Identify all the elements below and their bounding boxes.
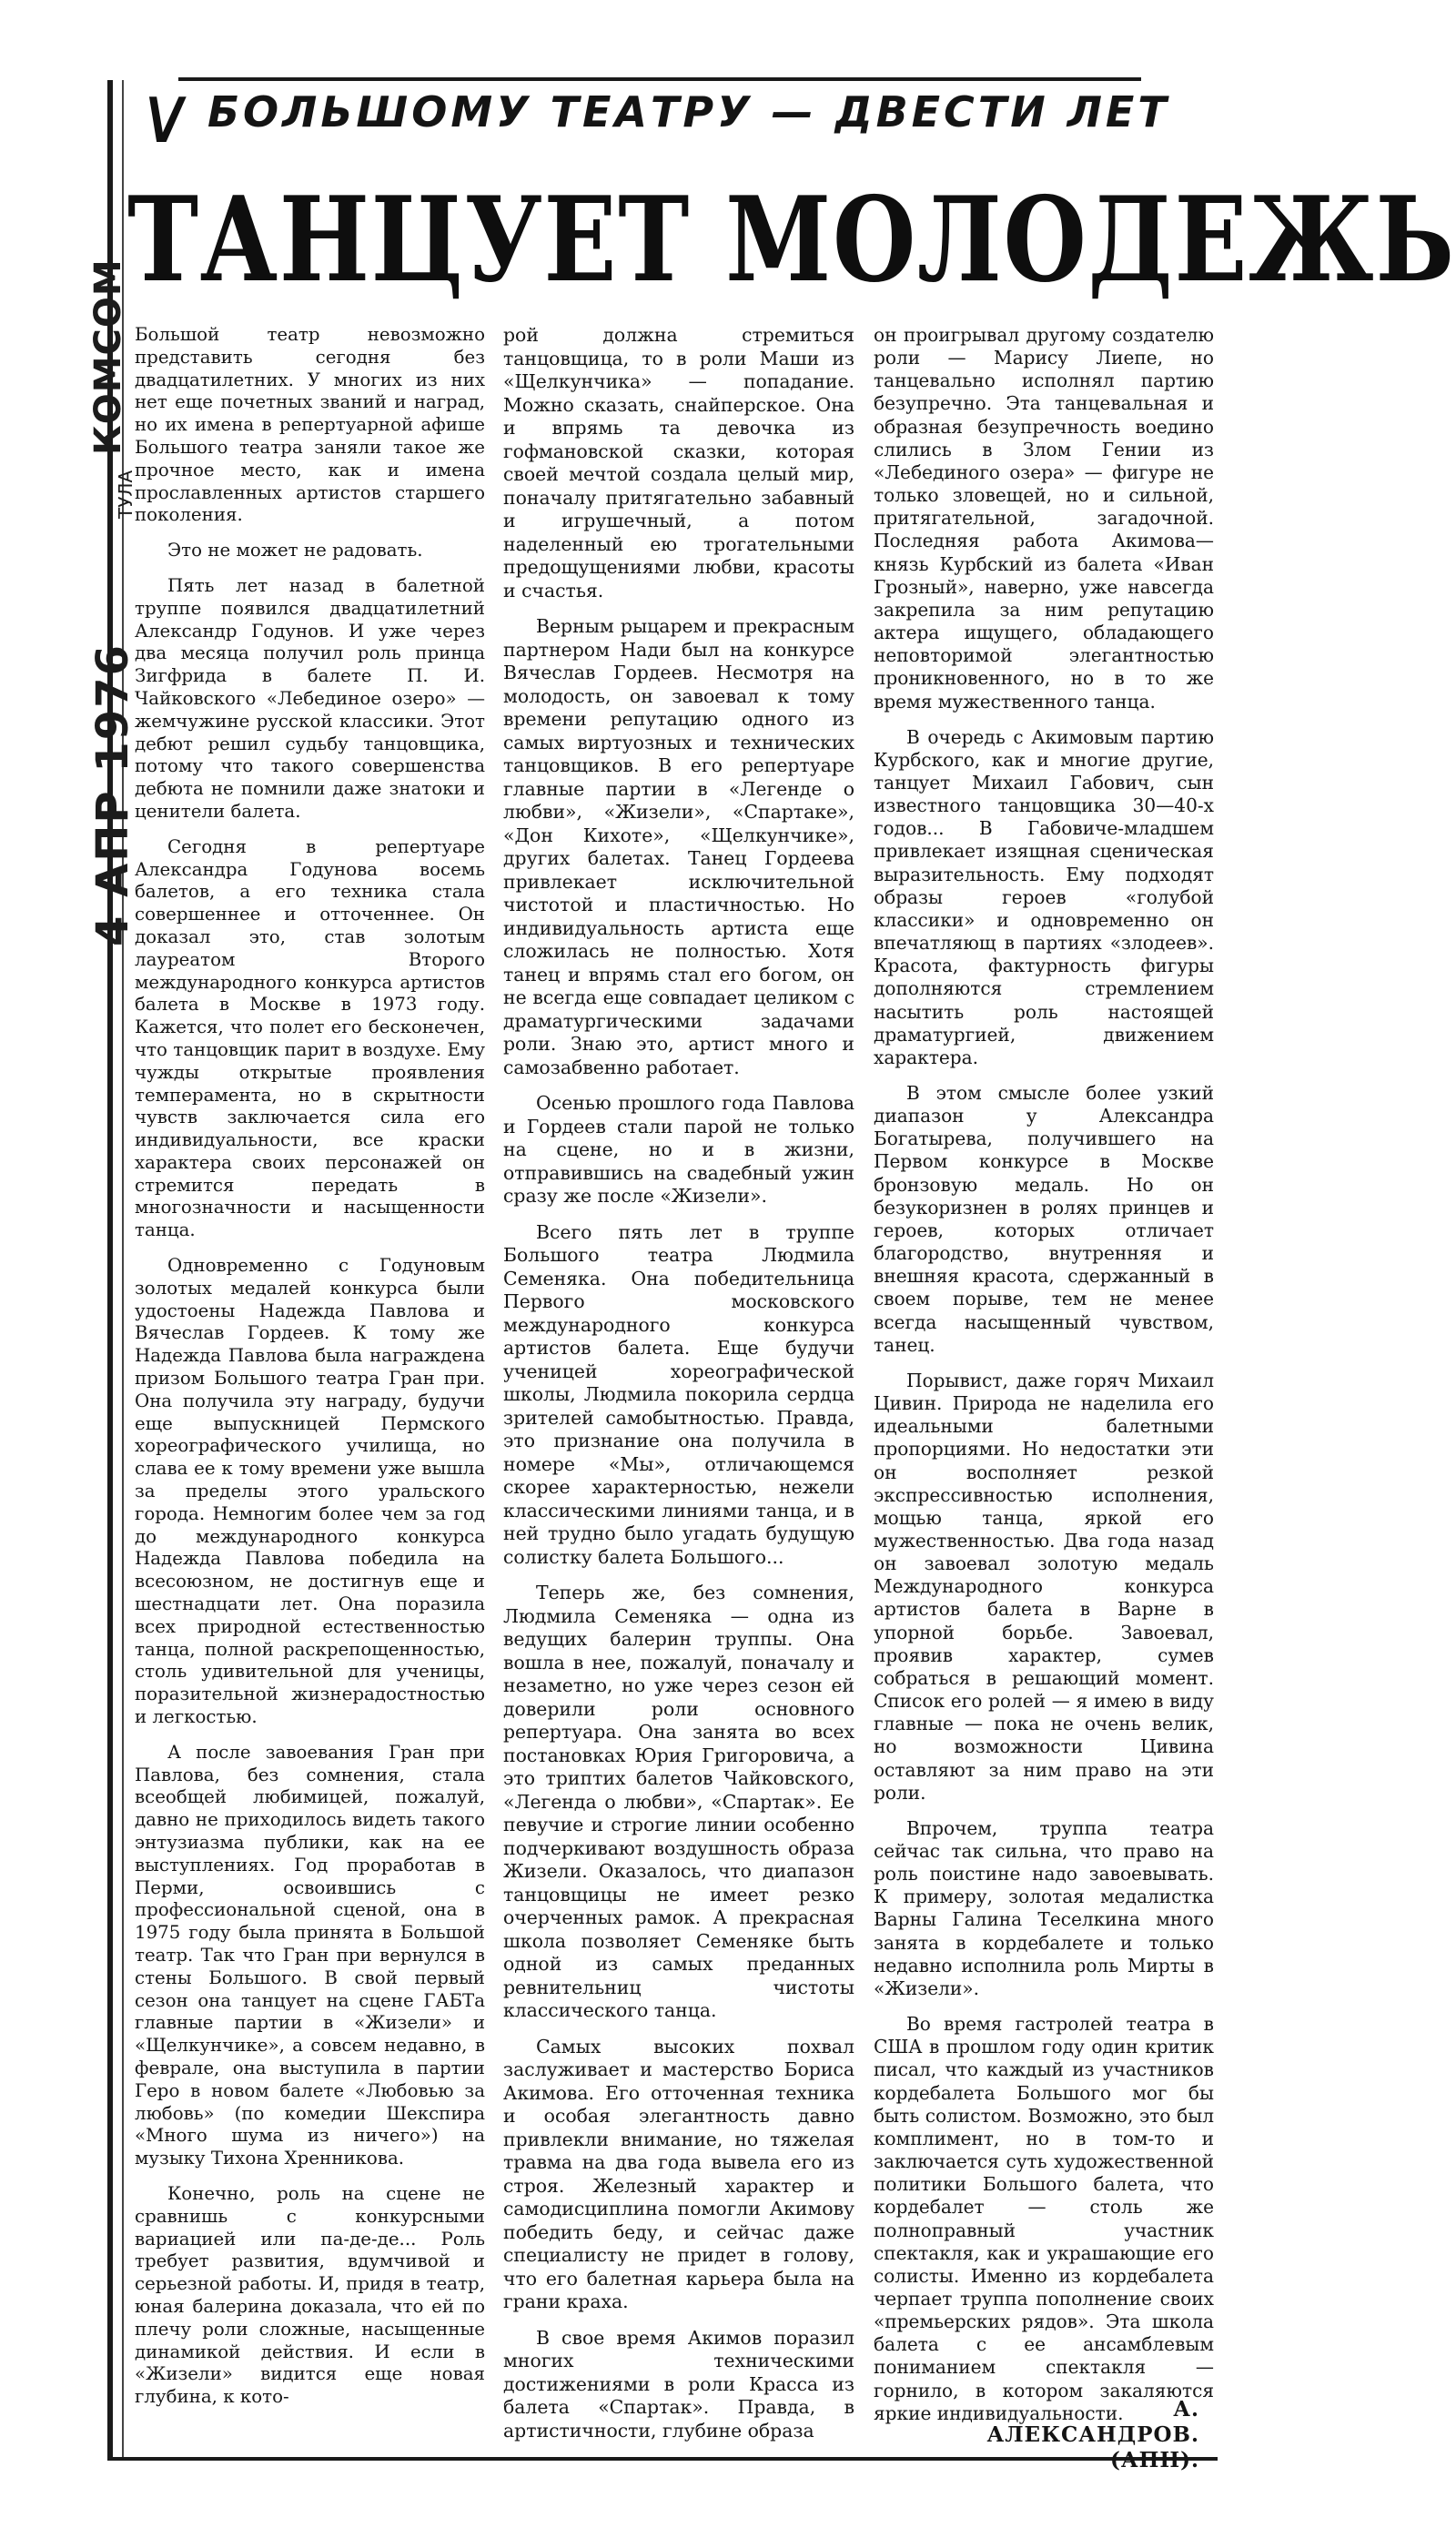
article-paragraph: Одновременно с Годуновым золотых медалей конкурса были удостоены Надежда Павлова и Вячеслав Гордеев. К тому же Надежда Павлова была награждена призом Большого театра Гран при. Она получила эту награду, будучи еще выпускницей Пермского хореографического училища, но слава ее к тому времени уже вышла за пределы этого уральского города. Немногим более чем за год до международного конкурса Надежда Павлова победила на всесоюзном, не достигнув еще и шестнадцати лет. Она поразила всех природной естественностью танца, полной раскрепощенностью, столь удивительной для ученицы, поразительной жизнерадостностью и легкостью. (135, 1255, 485, 1728)
article-paragraph: Осенью прошлого года Павлова и Гордеев стали парой не только на сцене, но и в жизни, отправившись на свадебный ужин сразу же после «Жизели». (503, 1092, 854, 1207)
article-paragraph: рой должна стремиться танцовщица, то в роли Маши из «Щелкунчика» — попадание. Можно сказать, снайперское. Она и впрямь та девочка из гофмановской сказки, которая своей мечтой создала целый мир, поначалу притягательно забавный и игрушечный, а потом наделенный ею трогательными предощущениями любви, красоты и счастья. (503, 324, 854, 602)
article-paragraph: Пять лет назад в балетной труппе появился двадцатилетний Александр Годунов. И уже через два месяца получил роль принца Зигфрида в балете П. И. Чайковского «Лебединое озеро» — жемчужине русской классики. Этот дебют решил судьбу танцовщика, потому что такого совершенства дебюта не помнили даже знатоки и ценители балета. (135, 574, 485, 822)
stamp-date: 4 АПР 1976 (87, 643, 138, 946)
byline-agency: (АПН). (1110, 2448, 1199, 2472)
article-paragraph: Теперь же, без сомнения, Людмила Семеняка — одна из ведущих балерин труппы. Она вошла в нее, пожалуй, поначалу и незаметно, но уже через сезон ей доверили роли основного репертуара. Она занята во всех постановках Юрия Григоровича, а это триптих балетов Чайковского, «Легенда о любви», «Спартак». Ее певучие и строгие линии особенно подчеркивают воздушность образа Жизели. Оказалось, что диапазон танцовщицы не имеет резко очерченных рамок. А прекрасная школа позволяет Семеняке быть одной из самых преданных ревнительниц чистоты классического танца. (503, 1582, 854, 2021)
article-paragraph: Порывист, даже горяч Михаил Цивин. Природа не наделила его идеальными балетными пропорциями. Но недостатки эти он восполняет резкой экспрессивностью исполнения, мощью танца, яркой его мужественностью. Два года назад он завоевал золотую медаль Международного конкурса артистов балета в Варне в упорной борьбе. Завоевал, проявив характер, сумев собраться в решающий момент. Список его ролей — я имею в виду главные — пока не очень велик, но возможности Цивина оставляют за ним право на эти роли. (874, 1369, 1214, 1804)
article-paragraph: Большой театр невозможно представить сегодня без двадцатилетних. У многих из них нет еще почетных званий и наград, но их имена в репертуарной афише Большого театра заняли такое же прочное место, как и имена прославленных артистов старшего поколения. (135, 324, 485, 526)
byline (972, 2397, 1199, 2473)
article-paragraph: Это не может не радовать. (167, 540, 423, 561)
article-paragraph: Во время гастролей театра в США в прошлом году один критик писал, что каждый из участников кордебалета Большого мог бы быть солистом. Возможно, это был комплимент, но в том-то и заключается суть художественной политики Большого балета, что кордебалет — столь же полноправный участник спектакля, как и украшающие его солисты. Именно из кордебалета черпает труппа пополнение своих «премьерских рядов». Эта школа балета с ее ансамблевым пониманием спектакля — горнило, в котором закаляются яркие индивидуальности. (874, 2013, 1214, 2424)
article-column-2 (503, 324, 854, 2453)
section-kicker: БОЛЬШОМУ ТЕАТРУ — ДВЕСТИ ЛЕТ (207, 87, 1170, 136)
article-column-1 (135, 324, 485, 2453)
article-paragraph: В этом смысле более узкий диапазон у Александра Богатырева, получившего на Первом конкурсе в Москве бронзовую медаль. Но он безукоризнен в ролях принцев и героев, которых отличает благородство, внутренняя и внешняя красота, сдержанный в своем порыве, тем не менее всегда насыщенный чувством, танец. (874, 1082, 1214, 1356)
article-column-3 (874, 324, 1214, 2453)
article-paragraph: Всего пять лет в труппе Большого театра Людмила Семеняка. Она победительница Первого московского международного конкурса артистов балета. Еще будучи ученицей хореографической школы, Людмила покорила сердца зрителей самобытностью. Правда, это признание она получила в номере «Мы», отличающемся скорее характерностью, нежели классическими линиями танца, и в ней трудно было угадать будущую солистку балета Большого... (503, 1220, 854, 1568)
article-paragraph: В очередь с Акимовым партию Курбского, как и многие другие, танцует Михаил Габович, сын известного танцовщика 30—40-х годов... В Габовиче-младшем привлекает изящная сценическая выразительность. Ему подходят образы героев «голубой классики» и одновременно он впечатляющ в партиях «злодеев». Красота, фактурность фигуры дополняются стремлением насытить роль настоящей драматургией, движением характера. (874, 725, 1214, 1068)
article-paragraph: он проигрывал другому создателю роли — Марису Лиепе, но танцевально исполнял партию безупречно. Эта танцевальная и образная безупречность воедино слились в Злом Гении из «Лебединого озера» — фигуре не только зловещей, но и сильной, притягательной, загадочной. Последняя работа Акимова—князь Курбский из балета «Иван Грозный», наверно, уже навсегда закрепила за ним репутацию актера ищущего, обладающего неповторимой элегантностью проникновенного, но в то же время мужественного танца. (874, 324, 1214, 713)
article-paragraph: В свое время Акимов поразил многих техническими достижениями в роли Красса из балета «Спартак». Правда, в артистичности, глубине образа (503, 2326, 854, 2442)
stamp-paper-name: КОМСОМ (87, 258, 129, 455)
byline-author: А. АЛЕКСАНДРОВ. (986, 2397, 1199, 2447)
stamp-city: ТУЛА (115, 470, 136, 519)
article-paragraph: Верным рыцарем и прекрасным партнером Нади был на конкурсе Вячеслав Гордеев. Несмотря на молодость, он завоевал к тому времени репутацию одного из самых виртуозных и технических танцовщиков. В его репертуаре главные партии в «Легенде о любви», «Жизели», «Спартаке», «Дон Кихоте», «Щелкунчике», других балетах. Танец Гордеева привлекает исключительной чистотой и пластичностью. Но индивидуальность артиста еще сложилась не полностью. Хотя танец и впрямь стал его богом, он не всегда еще совпадает целиком с драматургическими задачами роли. Знаю это, артист много и самозабвенно работает. (503, 615, 854, 1078)
check-mark-icon: ∨ (129, 70, 200, 161)
archive-stamp (87, 218, 138, 946)
article-headline: ТАНЦУЕТ МОЛОДЕЖЬ (127, 172, 1456, 308)
article-paragraph: А после завоевания Гран при Павлова, без сомнения, стала всеобщей любимицей, пожалуй, давно не приходилось видеть такого энтузиазма публики, как на ее выступлениях. Год проработав в Перми, освоившись с профессиональной сценой, она в 1975 году была принята в Большой театр. Так что Гран при вернулся в стены Большого. В свой первый сезон она танцует на сцене ГАБТа главные партии в «Жизели» и «Щелкунчике», а совсем недавно, в феврале, она выступила в партии Геро в новом балете «Любовью за любовь» (по комедии Шекспира «Много шума из ничего») на музыку Тихона Хренникова. (135, 1741, 485, 2169)
article-paragraph: Сегодня в репертуаре Александра Годунова восемь балетов, а его техника стала совершеннее и отточеннее. Он доказал это, став золотым лауреатом Второго международного конкурса артистов балета в Москве в 1973 году. Кажется, что полет его бесконечен, что танцовщик парит в воздухе. Ему чужды открытые проявления темперамента, но в скрытности чувств заключается сила его индивидуальности, все краски характера своих персонажей он стремится передать в многозначности и насыщенности танца. (135, 835, 485, 1241)
article-paragraph: Впрочем, труппа театра сейчас так сильна, что право на роль поистине надо завоевывать. К примеру, золотая медалистка Варны Галина Теселкина много занята в кордебалете и только недавно исполнила роль Мирты в «Жизели». (874, 1816, 1214, 1999)
article-paragraph: Самых высоких похвал заслуживает и мастерство Бориса Акимова. Его отточенная техника и особая элегантность давно привлекли внимание, но тяжелая травма на два года вывела его из строя. Железный характер и самодисциплина помогли Акимову победить беду, и сейчас даже специалисту не придет в голову, что его балетная карьера была на грани краха. (503, 2035, 854, 2312)
top-rule (178, 77, 1141, 81)
article-paragraph: Конечно, роль на сцене не сравнишь с конкурсными вариацией или па-де-де... Роль требует развития, вдумчивой и серьезной работы. И, придя в театр, юная балерина доказала, что ей по плечу роли сложные, насыщенные динамикой действия. И если в «Жизели» видится еще новая глубина, к кото- (135, 2182, 485, 2408)
